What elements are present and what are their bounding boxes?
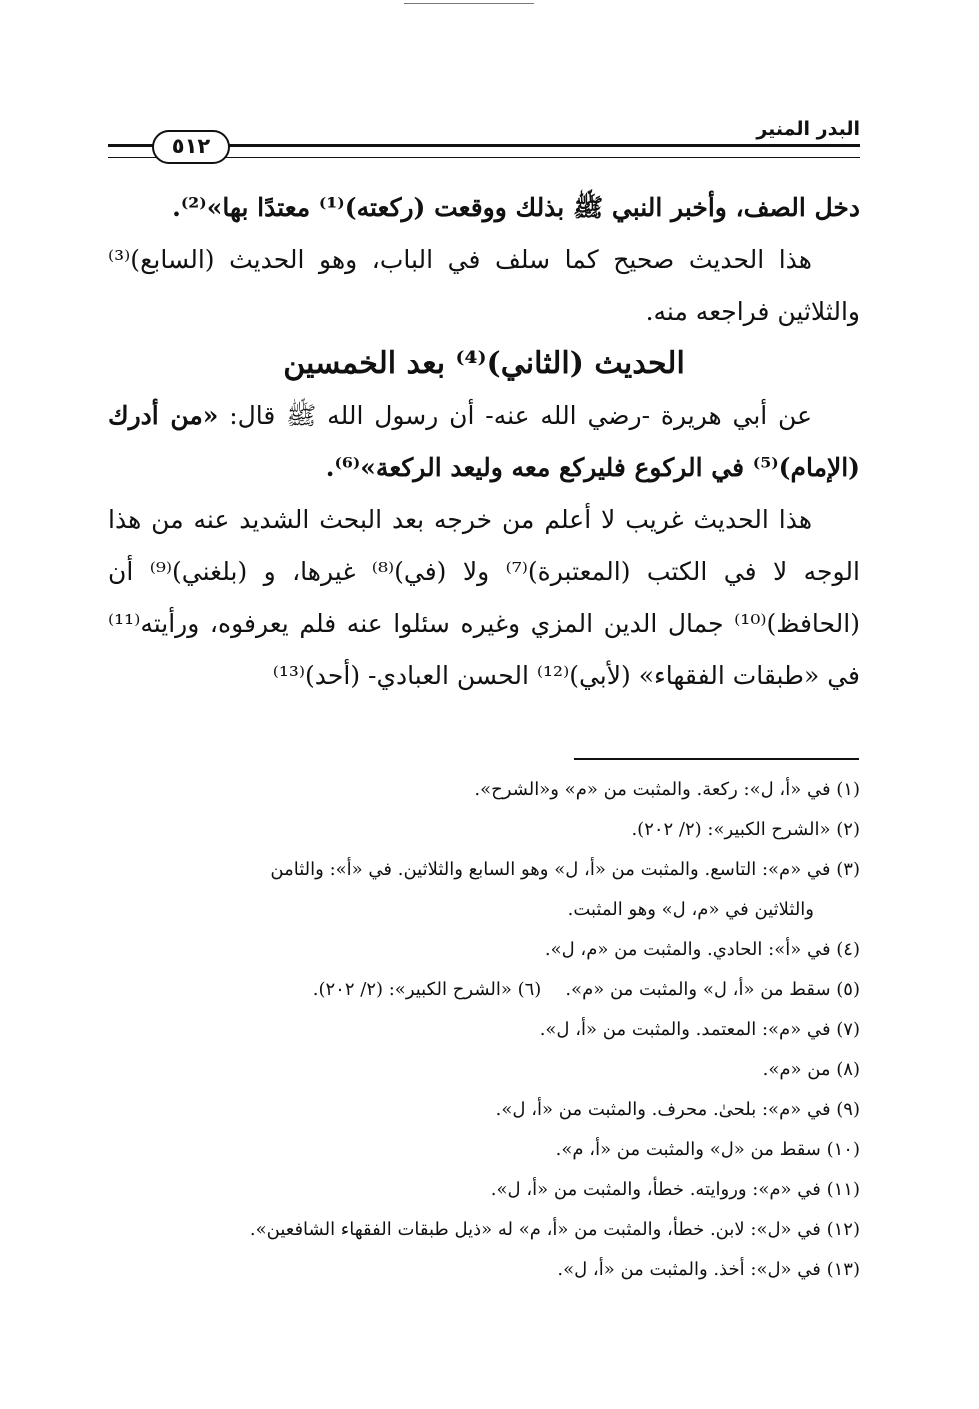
footnote-8: (٨) من «م». xyxy=(762,1059,860,1080)
footnotes xyxy=(108,770,860,1290)
footnote-10: (١٠) سقط من «ل» والمثبت من «أ، م». xyxy=(555,1139,860,1160)
page-header xyxy=(108,118,860,164)
footnote-separator xyxy=(574,758,859,760)
footnote-3-continued: والثلاثين في «م، ل» وهو المثبت. xyxy=(567,899,814,920)
top-edge-rule xyxy=(404,3,534,4)
page-number: ٥١٢ xyxy=(152,130,230,164)
paragraph-2: هذا الحديث صحيح كما سلف في الباب، وهو الحديث (السابع)⁽³⁾ والثلاثين فراجعه منه. xyxy=(108,245,860,326)
paragraph-3 xyxy=(108,390,860,494)
footnote-5-6 xyxy=(108,970,860,1010)
footnote-4: (٤) في «أ»: الحادي. والمثبت من «م، ل». xyxy=(544,939,860,960)
running-title: البدر المنير xyxy=(756,118,860,140)
footnote-3: (٣) في «م»: التاسع. والمثبت من «أ، ل» وهو السابع والثلاثين. في «أ»: والثامن xyxy=(270,859,860,880)
main-text xyxy=(108,182,860,702)
paragraph-1: دخل الصف، وأخبر النبي ﷺ بذلك ووقعت (ركعته)⁽¹⁾ معتدًا بها»⁽²⁾. xyxy=(172,193,860,222)
footnote-7: (٧) في «م»: المعتمد. والمثبت من «أ، ل». xyxy=(539,1019,860,1040)
footnote-2: (٢) «الشرح الكبير»: (٢/ ٢٠٢). xyxy=(631,819,860,840)
footnote-6: (٦) «الشرح الكبير»: (٢/ ٢٠٢). xyxy=(312,979,542,1000)
footnote-12: (١٢) في «ل»: لابن. خطأ، والمثبت من «أ، م» له «ذيل طبقات الفقهاء الشافعين». xyxy=(249,1219,860,1240)
footnote-1: (١) في «أ، ل»: ركعة. والمثبت من «م» و«الشرح». xyxy=(474,779,860,800)
hadith-chain: عن أبي هريرة -رضي الله عنه- أن رسول الله ﷺ قال: xyxy=(218,401,812,430)
footnote-11: (١١) في «م»: وروايته. خطأ، والمثبت من «أ، ل». xyxy=(490,1179,860,1200)
footnote-13: (١٣) في «ل»: أخذ. والمثبت من «أ، ل». xyxy=(557,1259,860,1280)
footnote-5: (٥) سقط من «أ، ل» والمثبت من «م». xyxy=(565,979,860,1000)
paragraph-4: هذا الحديث غريب لا أعلم من خرجه بعد البحث الشديد عنه من هذا الوجه لا في الكتب (المعتبرة)⁽⁷⁾ ولا (في)⁽⁸⁾ غيرها، و (بلغني)⁽⁹⁾ أن (الحافظ)⁽¹⁰⁾ جمال الدين المزي وغيره سئلوا عنه فلم يعرفوه، ورأيته⁽¹¹⁾ في «طبقات الفقهاء» (لأبي)⁽¹²⁾ الحسن العبادي- (أحد)⁽¹³⁾ xyxy=(108,505,860,690)
footnote-9: (٩) في «م»: بلحىٰ. محرف. والمثبت من «أ، ل». xyxy=(495,1099,860,1120)
hadith-text: «من أدرك (الإمام)⁽⁵⁾ في الركوع فليركع معه وليعد الركعة»⁽⁶⁾. xyxy=(108,401,860,482)
section-heading: الحديث (الثاني)⁽⁴⁾ بعد الخمسين xyxy=(283,346,685,381)
